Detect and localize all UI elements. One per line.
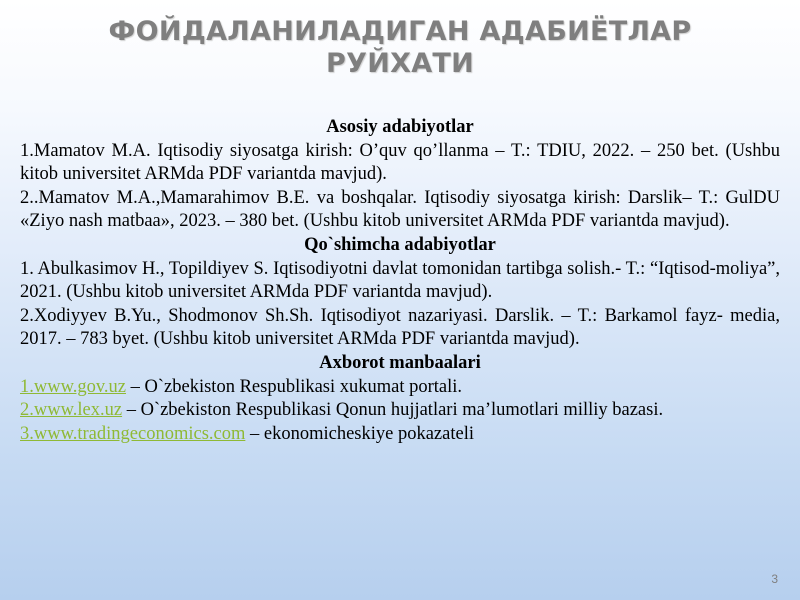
source-description-tradingeconomics: – ekonomicheskiye pokazateli xyxy=(245,423,474,444)
additional-literature-item-1: 1. Abulkasimov H., Topildiyev S. Iqtisodiyotni davlat tomonidan tartibga solish.- T.: “Iqtisod-moliya”, 2021. (Ushbu kitob universitet ARMda PDF variantda mavjud). xyxy=(20,258,780,303)
information-sources-heading: Axborot manbaalari xyxy=(319,352,481,373)
source-description-lex: – O`zbekiston Respublikasi Qonun hujjatlari ma’lumotlari milliy bazasi. xyxy=(122,400,664,421)
source-item-1 xyxy=(20,376,780,400)
main-literature-heading: Asosiy adabiyotlar xyxy=(326,117,474,137)
additional-literature-heading: Qo`shimcha adabiyotlar xyxy=(304,234,496,255)
source-item-3 xyxy=(20,423,780,447)
slide-title xyxy=(40,16,760,80)
bibliography-content xyxy=(20,116,780,446)
slide-title-line-2: РУЙХАТИ xyxy=(325,48,475,79)
source-link-gov[interactable]: 1.www.gov.uz xyxy=(20,376,127,397)
source-description-gov: – O`zbekiston Respublikasi xukumat portali. xyxy=(126,376,463,397)
main-literature-item-2: 2..Mamatov M.A.,Mamarahimov B.E. va boshqalar. Iqtisodiy siyosatga kirish: Darslik– T.: GulDU «Ziyo nash matbaa», 2023. – 380 bet. (Ushbu kitob universitet ARMda PDF variantda mavjud). xyxy=(20,187,780,232)
slide-title-line-1: ФОЙДАЛАНИЛАДИГАН АДАБИЁТЛАР xyxy=(108,16,692,47)
source-item-2 xyxy=(20,399,780,423)
page-number: 3 xyxy=(771,572,778,586)
source-link-lex[interactable]: 2.www.lex.uz xyxy=(20,400,123,421)
main-literature-item-1: 1.Mamatov M.A. Iqtisodiy siyosatga kirish: O’quv qo’llanma – T.: TDIU, 2022. – 250 bet. (Ushbu kitob universitet ARMda PDF variantda mavjud). xyxy=(20,140,780,185)
additional-literature-item-2: 2.Xodiyyev B.Yu., Shodmonov Sh.Sh. Iqtisodiyot nazariyasi. Darslik. – T.: Barkamol fayz- media, 2017. – 783 byet. (Ushbu kitob universitet ARMda PDF variantda mavjud). xyxy=(20,305,780,350)
source-link-tradingeconomics[interactable]: 3.www.tradingeconomics.com xyxy=(20,423,246,444)
